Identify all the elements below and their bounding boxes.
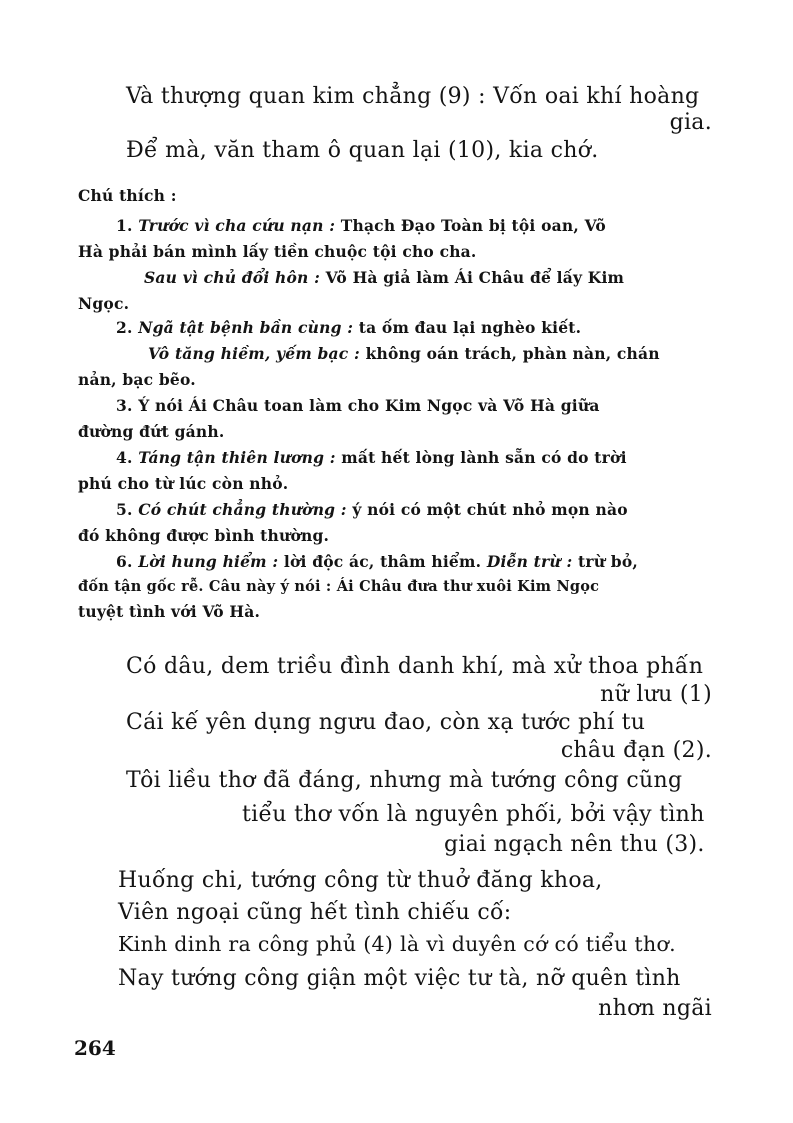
notes-heading: Chú thích : (78, 186, 177, 205)
note-4 (116, 448, 627, 467)
note-6 (116, 552, 638, 571)
verse-bottom-line-2-cont: châu đạn (2). (560, 738, 712, 763)
verse-top-line-2: Để mà, văn tham ô quan lại (10), kia chớ. (126, 138, 599, 163)
note-5 (116, 500, 628, 519)
note-1b-cont: Ngọc. (78, 294, 130, 313)
note-1a-text: Thạch Đạo Toàn bị tội oan, Võ (335, 216, 606, 235)
note-5-cont: đó không được bình thường. (78, 526, 330, 545)
note-3 (116, 396, 600, 415)
note-3-number: 3. (116, 396, 133, 415)
note-6-text: lời độc ác, thâm hiểm. (278, 552, 482, 571)
verse-bottom-line-2: Cái kế yên dụng ngưu đao, còn xạ tước phí tu (126, 710, 646, 735)
note-2b-cont: nản, bạc bẽo. (78, 370, 196, 389)
verse-top-line-1-cont: gia. (669, 110, 712, 135)
note-6-text-2: trừ bỏ, (572, 552, 638, 571)
note-2a-number: 2. (116, 318, 133, 337)
note-4-number: 4. (116, 448, 133, 467)
note-3-cont: đường đứt gánh. (78, 422, 225, 441)
note-6-number: 6. (116, 552, 133, 571)
note-1a-cont: Hà phải bán mình lấy tiền chuộc tội cho cha. (78, 242, 477, 261)
note-1a-number: 1. (116, 216, 133, 235)
note-4-cont: phú cho từ lúc còn nhỏ. (78, 474, 289, 493)
page-number: 264 (74, 1036, 116, 1060)
note-1a-term: Trước vì cha cứu nạn : (138, 216, 336, 235)
note-1b-text: Võ Hà giả làm Ái Châu để lấy Kim (320, 268, 625, 287)
note-2b-term: Vô tăng hiềm, yếm bạc : (148, 344, 360, 363)
note-2a-term: Ngã tật bệnh bần cùng : (138, 318, 354, 337)
note-5-term: Có chút chẳng thường : (138, 500, 347, 519)
verse-bottom-line-7: Nay tướng công giận một việc tư tà, nỡ quên tình (118, 966, 681, 991)
note-2b (148, 344, 660, 363)
note-6-cont-1: đốn tận gốc rễ. Câu này ý nói : Ái Châu đưa thư xuôi Kim Ngọc (78, 578, 600, 595)
verse-top-line-1: Và thượng quan kim chẳng (9) : Vốn oai khí hoàng (126, 84, 700, 109)
note-3-text: Ý nói Ái Châu toan làm cho Kim Ngọc và Võ Hà giữa (132, 396, 600, 415)
note-5-number: 5. (116, 500, 133, 519)
note-1a (116, 216, 606, 235)
verse-bottom-line-3-cont-1: tiểu thơ vốn là nguyên phối, bởi vậy tình (242, 802, 705, 827)
verse-bottom-line-3: Tôi liều thơ đã đáng, nhưng mà tướng công cũng (126, 768, 683, 793)
note-4-term: Táng tận thiên lương : (138, 448, 336, 467)
note-6-term: Lời hung hiểm : (138, 552, 279, 571)
verse-bottom-line-7-cont: nhơn ngãi (598, 996, 712, 1021)
verse-bottom-line-1-cont: nữ lưu (1) (600, 682, 712, 707)
note-4-text: mất hết lòng lành sẵn có do trời (335, 448, 627, 467)
verse-bottom-line-4: Huống chi, tướng công từ thuở đăng khoa, (118, 868, 603, 893)
verse-bottom-line-6: Kinh dinh ra công phủ (4) là vì duyên cớ có tiểu thơ. (118, 932, 676, 956)
note-2b-text: không oán trách, phàn nàn, chán (359, 344, 660, 363)
verse-bottom-line-5: Viên ngoại cũng hết tình chiếu cố: (118, 900, 512, 925)
note-5-text: ý nói có một chút nhỏ mọn nào (346, 500, 628, 519)
verse-bottom-line-3-cont-2: giai ngạch nên thu (3). (444, 832, 705, 857)
note-2a (116, 318, 581, 337)
verse-bottom-line-1: Có dâu, dem triều đình danh khí, mà xử thoa phấn (126, 654, 704, 679)
note-6-cont-2: tuyệt tình với Võ Hà. (78, 602, 261, 621)
note-1b (144, 268, 624, 287)
note-2a-text: ta ốm đau lại nghèo kiết. (353, 318, 582, 337)
note-6-term-2: Diễn trừ : (486, 552, 573, 571)
note-1b-term: Sau vì chủ đổi hôn : (144, 268, 321, 287)
